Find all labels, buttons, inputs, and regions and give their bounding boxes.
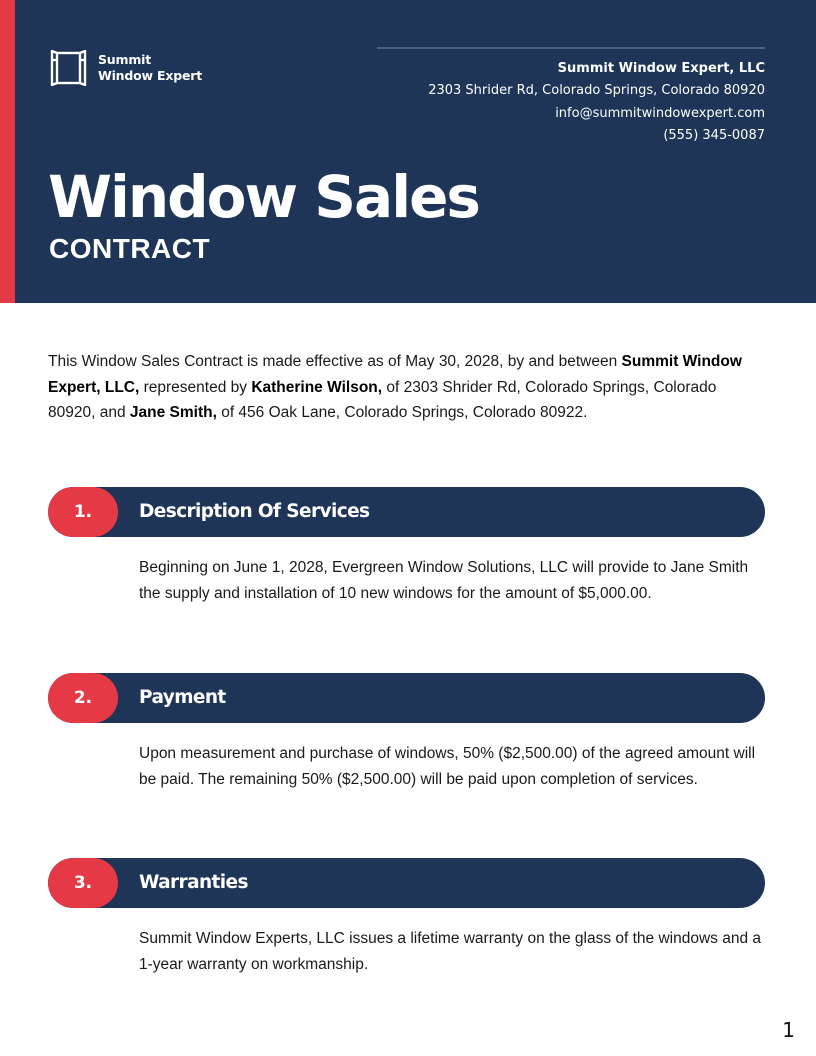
page-number: 1 — [782, 1018, 795, 1042]
section-title: Description Of Services — [139, 501, 370, 522]
section-body-payment: Upon measurement and purchase of windows, 50% ($2,500.00) of the agreed amount will be paid. The remaining 50% ($2,500.00) will be paid upon completion of services. — [139, 745, 756, 788]
company-name: Summit Window Expert, LLC — [557, 61, 765, 76]
section-number: 2. — [48, 673, 118, 723]
party-2-name: Jane Smith, — [129, 404, 217, 422]
logo-line-1: Summit — [98, 52, 152, 67]
company-email: info@summitwindowexpert.com — [555, 105, 765, 121]
header-divider — [377, 47, 765, 49]
accent-bar — [0, 0, 15, 303]
document-subtitle: CONTRACT — [49, 233, 211, 264]
intro-text: of 456 Oak Lane, Colorado Springs, Colorado 80922. — [216, 404, 588, 422]
section-number: 3. — [48, 858, 118, 908]
company-info — [428, 58, 765, 147]
company-phone: (555) 345-0087 — [663, 127, 765, 143]
intro-text: of 2303 Shrider Rd, Colorado Springs, Colorado 80920, and — [48, 378, 717, 422]
section-title: Warranties — [139, 872, 248, 893]
document-title: Window Sales — [48, 163, 479, 231]
section-body-warranties: Summit Window Experts, LLC issues a lifetime warranty on the glass of the windows and a 1-year warranty on workmanship. — [139, 930, 761, 973]
header-banner — [0, 0, 816, 303]
logo — [50, 50, 202, 86]
section-number: 1. — [48, 487, 118, 537]
section-title: Payment — [139, 687, 226, 708]
intro-paragraph — [48, 349, 768, 426]
logo-line-2: Window Expert — [98, 68, 202, 83]
section-body-description: Beginning on June 1, 2028, Evergreen Window Solutions, LLC will provide to Jane Smith the supply and installation of 10 new windows for the amount of $5,000.00. — [139, 559, 749, 602]
logo-text — [98, 52, 202, 84]
open-window-icon — [50, 50, 87, 86]
company-address: 2303 Shrider Rd, Colorado Springs, Colorado 80920 — [428, 83, 765, 99]
section-header-payment — [48, 673, 765, 723]
party-1-name: Summit Window Expert, LLC, — [48, 353, 742, 396]
section-header-description — [48, 487, 765, 537]
section-header-warranties — [48, 858, 765, 908]
intro-text: This Window Sales Contract is made effective as of May 30, 2028, by and between — [48, 353, 622, 370]
intro-text: represented by — [139, 378, 252, 396]
representative-name: Katherine Wilson, — [251, 378, 383, 396]
